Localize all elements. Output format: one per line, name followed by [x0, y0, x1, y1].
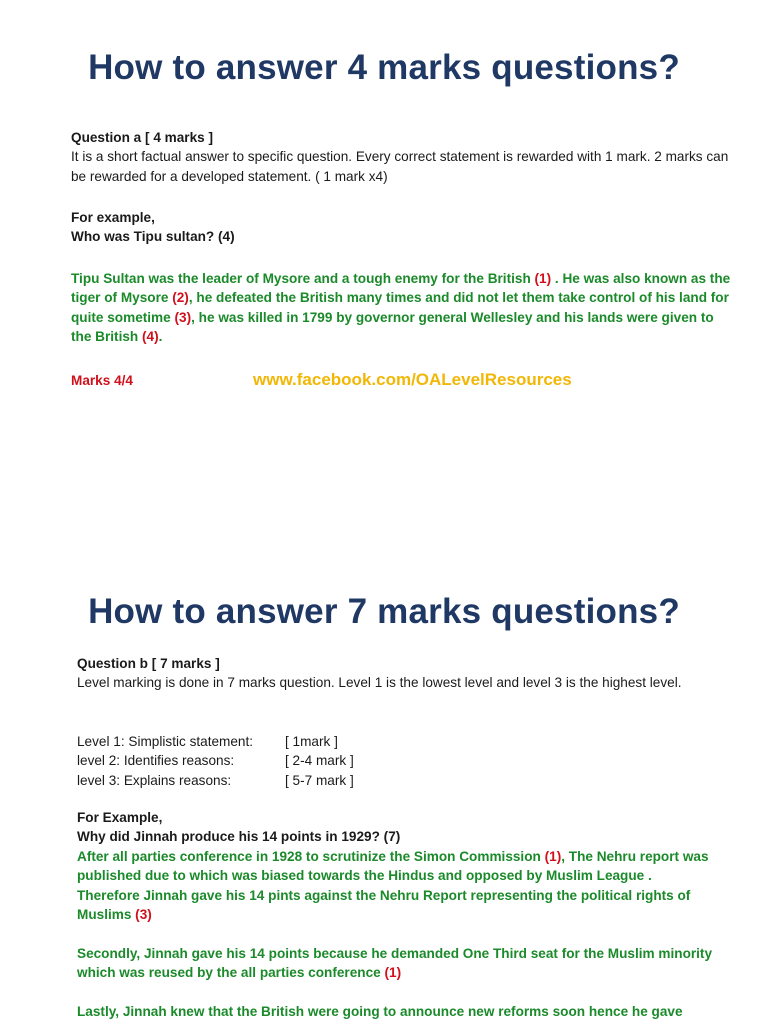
level-label: level 3: Explains reasons:	[77, 772, 232, 788]
example-heading: For Example,	[77, 810, 163, 825]
marks-score: Marks 4/4	[71, 373, 133, 388]
mark-indicator: (3)	[174, 309, 192, 325]
question-heading: Question a [ 4 marks ]	[71, 130, 214, 145]
question-block	[71, 128, 731, 186]
answer-text: . He was also known as the tiger of Mysore	[71, 271, 731, 306]
level-marks: [ 1mark ]	[285, 734, 338, 749]
level-marks: [ 2-4 mark ]	[285, 753, 354, 769]
answer-text: , he was killed in 1799 by governor general Wellesley and his lands were given to the British	[71, 309, 714, 345]
mark-indicator: (1)	[384, 965, 402, 981]
levels-table	[77, 732, 717, 790]
answer-text: .	[158, 329, 163, 345]
mark-indicator: (3)	[135, 907, 152, 923]
answer-paragraph-2	[77, 944, 717, 983]
answer-paragraph-1	[77, 847, 717, 925]
example-question: Who was Tipu sultan? (4)	[71, 229, 235, 245]
example-block	[77, 808, 717, 847]
level-row	[77, 751, 354, 770]
mark-indicator: (1)	[544, 849, 562, 864]
level-marks: [ 5-7 mark ]	[285, 772, 354, 788]
question-description: Level marking is done in 7 marks question. Level 1 is the lowest level and level 3 is the highest level.	[77, 675, 682, 691]
slide-title: How to answer 7 marks questions?	[88, 592, 680, 631]
example-heading: For example,	[71, 210, 155, 225]
answer-paragraph-3	[77, 1002, 717, 1021]
facebook-link[interactable]: www.facebook.com/OALevelResources	[253, 370, 572, 389]
question-heading: Question b [ 7 marks ]	[77, 656, 220, 671]
level-row	[77, 732, 354, 751]
mark-indicator: (1)	[534, 271, 552, 286]
mark-indicator: (2)	[172, 290, 189, 306]
level-label: Level 1: Simplistic statement:	[77, 734, 254, 749]
mark-indicator: (4)	[142, 329, 159, 345]
answer-text: , The Nehru report was published due to which was biased towards the Hindus and opposed by Muslim League . Therefore Jinnah gave his 14 pints against the Nehru Report representing the political rights of Muslims	[77, 849, 709, 923]
answer-text: Tipu Sultan was the leader of Mysore and a tough enemy for the British	[71, 271, 535, 286]
answer-text: Secondly, Jinnah gave his 14 points because he demanded One Third seat for the Muslim minority which was reused by the all parties conference	[77, 946, 713, 981]
example-block	[71, 208, 731, 247]
answer-text: Lastly, Jinnah knew that the British were going to announce new reforms soon hence he gave	[77, 1004, 683, 1019]
level-row	[77, 771, 354, 790]
level-label: level 2: Identifies reasons:	[77, 753, 235, 769]
example-question: Why did Jinnah produce his 14 points in 1929? (7)	[77, 829, 401, 845]
model-answer	[71, 269, 731, 347]
answer-text: After all parties conference in 1928 to scrutinize the Simon Commission	[77, 849, 545, 864]
answer-text: , he defeated the British many times and did not let them take control of his land for quite sometime	[71, 290, 729, 325]
question-block	[77, 654, 717, 693]
question-description: It is a short factual answer to specific question. Every correct statement is rewarded with 1 mark. 2 marks can be rewarded for a developed statement. ( 1 mark x4)	[71, 149, 729, 184]
slide-title: How to answer 4 marks questions?	[88, 48, 680, 87]
